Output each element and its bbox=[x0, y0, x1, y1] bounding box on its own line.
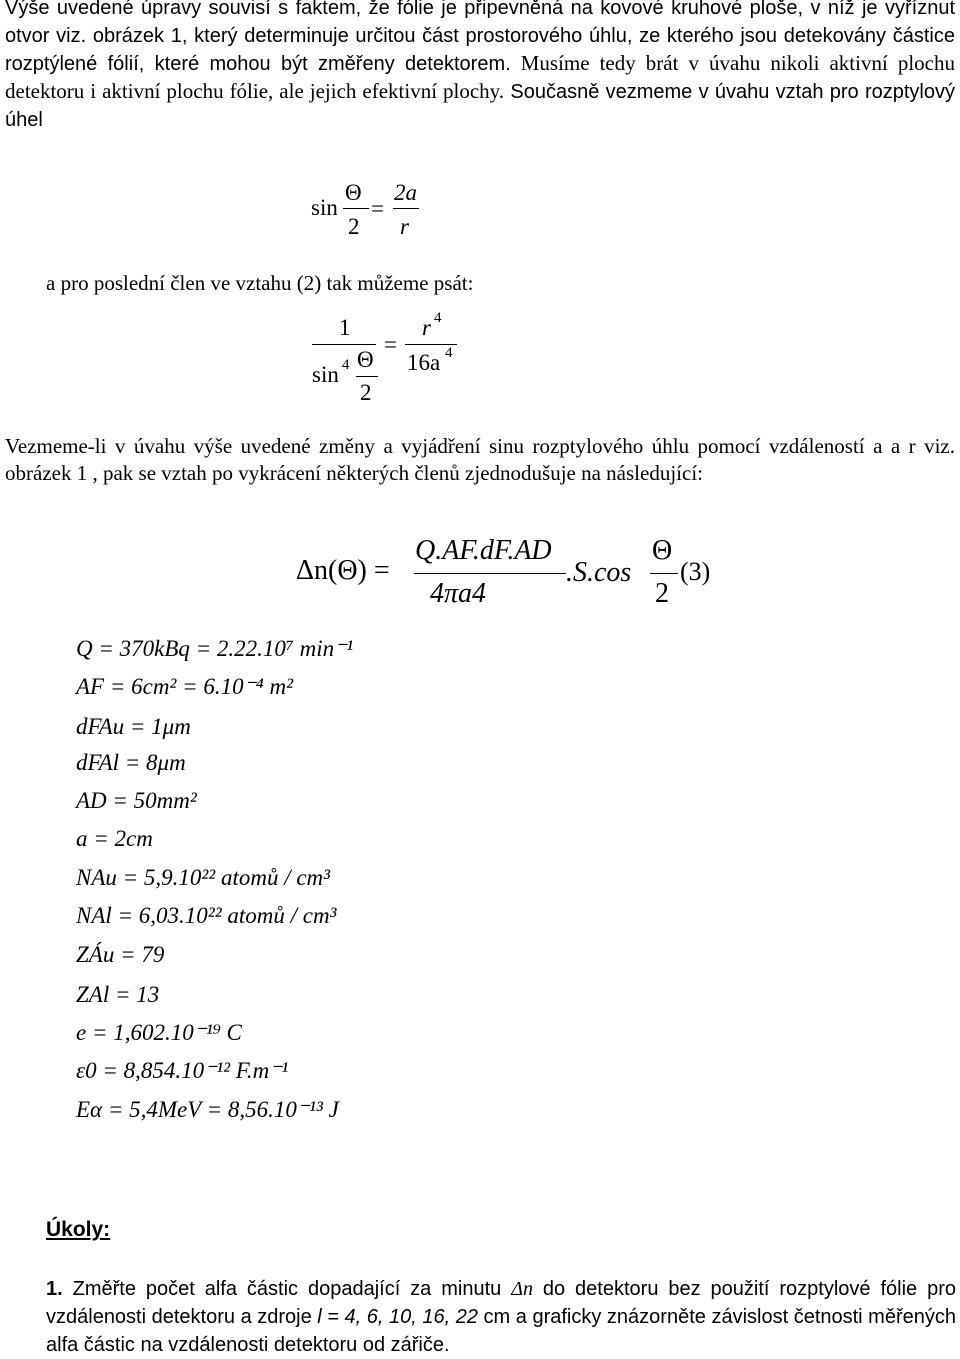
var-ealpha: Eα = 5,4MeV = 8,56.10⁻¹³ J bbox=[76, 1097, 339, 1122]
var-a: a = 2cm bbox=[76, 826, 153, 851]
eq3-mid-text: .S.cos bbox=[566, 557, 632, 588]
eq3-lhs-text: Δn(Θ) = bbox=[296, 555, 390, 586]
task-1-delta-n: Δn bbox=[511, 1278, 533, 1300]
eq3-bar bbox=[414, 573, 566, 574]
eq3-lhs bbox=[296, 555, 390, 587]
var-q: Q = 370kBq = 2.22.10⁷ min⁻¹ bbox=[76, 636, 354, 661]
eq3-numerator bbox=[415, 535, 552, 567]
intro-text-serif: Musíme tedy brát v úvahu nikoli aktivní plochu detektoru i aktivní plochu fólie, ale jejich efektivní plochy. bbox=[5, 51, 955, 103]
task-1-text-c: cm a graficky znázorněte závislost četnosti měřených alfa částic na vzdálenosti detektoru od zářiče. bbox=[46, 1306, 956, 1356]
eq2-sin: sin bbox=[312, 362, 339, 387]
eq1-bar-left bbox=[343, 208, 369, 209]
eq2-denominator: 16a bbox=[407, 350, 441, 375]
eq2-bar-inner bbox=[356, 376, 378, 377]
eq1-equals: = bbox=[371, 196, 384, 221]
task-1-text-a: Změřte počet alfa částic dopadající za minutu bbox=[62, 1278, 512, 1300]
var-af: AF = 6cm² = 6.10⁻⁴ m² bbox=[76, 674, 293, 699]
eq2-sin-power: 4 bbox=[342, 357, 350, 373]
var-nal: NAl = 6,03.10²² atomů / cm³ bbox=[76, 903, 337, 928]
task-1-l-values: l = 4, 6, 10, 16, 22 bbox=[317, 1306, 478, 1328]
eq2-bar-left bbox=[312, 344, 376, 345]
eq1-denominator: r bbox=[400, 214, 409, 239]
paragraph-2: a pro poslední člen ve vztahu (2) tak můžeme psát: bbox=[46, 271, 474, 295]
var-ad: AD = 50mm² bbox=[76, 788, 197, 813]
var-dfau: dFAu = 1μm bbox=[76, 714, 191, 739]
eq3-numerator-text: Q.AF.dF.AD bbox=[415, 535, 552, 566]
eq2-one: 1 bbox=[339, 315, 351, 340]
paragraph-3 bbox=[5, 433, 955, 487]
eq3-bar-small bbox=[650, 573, 678, 574]
var-zau: ZÁu = 79 bbox=[76, 942, 165, 967]
intro-text-sans2: Současně vezmeme v úvahu vztah pro rozptylový úhel bbox=[5, 81, 955, 131]
eq3-theta: Θ bbox=[652, 535, 673, 566]
eq3-label: (3) bbox=[680, 557, 711, 586]
eq1-bar-right bbox=[393, 208, 419, 209]
eq1-two: 2 bbox=[348, 214, 360, 239]
eq3-two: 2 bbox=[655, 578, 669, 609]
eq2-r: r bbox=[422, 315, 431, 340]
eq1-sin: sin bbox=[311, 195, 338, 220]
var-nau: NAu = 5,9.10²² atomů / cm³ bbox=[76, 865, 331, 890]
eq3-mid bbox=[566, 557, 631, 589]
paragraph-3-text: Vezmeme-li v úvahu výše uvedené změny a vyjádření sinu rozptylového úhlu pomocí vzdáleností a a r viz. obrázek 1 , pak se vztah po vykrácení některých členů zjednodušuje na následující: bbox=[5, 434, 955, 485]
intro-paragraph bbox=[5, 0, 955, 134]
eq2-r-power: 4 bbox=[434, 310, 442, 326]
eq3-denominator-text: 4πa4 bbox=[430, 578, 487, 609]
tasks-heading: Úkoly: bbox=[46, 1218, 111, 1241]
task-1 bbox=[46, 1275, 956, 1359]
var-zal: ZAl = 13 bbox=[76, 982, 160, 1007]
eq1-theta: Θ bbox=[345, 180, 362, 205]
task-1-number: 1. bbox=[46, 1278, 63, 1300]
intro-text-sans: Výše uvedené úpravy souvisí s faktem, že fólie je připevněná na kovové kruhové ploše, v níž je vyříznut otvor viz. obrázek 1, který determinuje určitou část prostorového úhlu, ze kterého jsou detekovány částice rozptýlené fólií, které mohou být změřeny detektorem. bbox=[5, 0, 955, 75]
eq3-denominator bbox=[430, 578, 486, 610]
eq2-den-power: 4 bbox=[445, 345, 453, 361]
eq2-theta: Θ bbox=[357, 347, 374, 372]
var-eps0: ε0 = 8,854.10⁻¹² F.m⁻¹ bbox=[76, 1058, 289, 1083]
eq1-numerator: 2a bbox=[394, 180, 417, 205]
eq2-two: 2 bbox=[360, 380, 372, 405]
eq2-equals: = bbox=[384, 332, 397, 357]
var-e: e = 1,602.10⁻¹⁹ C bbox=[76, 1020, 242, 1045]
task-1-text-b: do detektoru bez použití rozptylové fólie pro vzdálenosti detektoru a zdroje bbox=[46, 1278, 957, 1328]
var-dfal: dFAl = 8μm bbox=[76, 750, 186, 775]
